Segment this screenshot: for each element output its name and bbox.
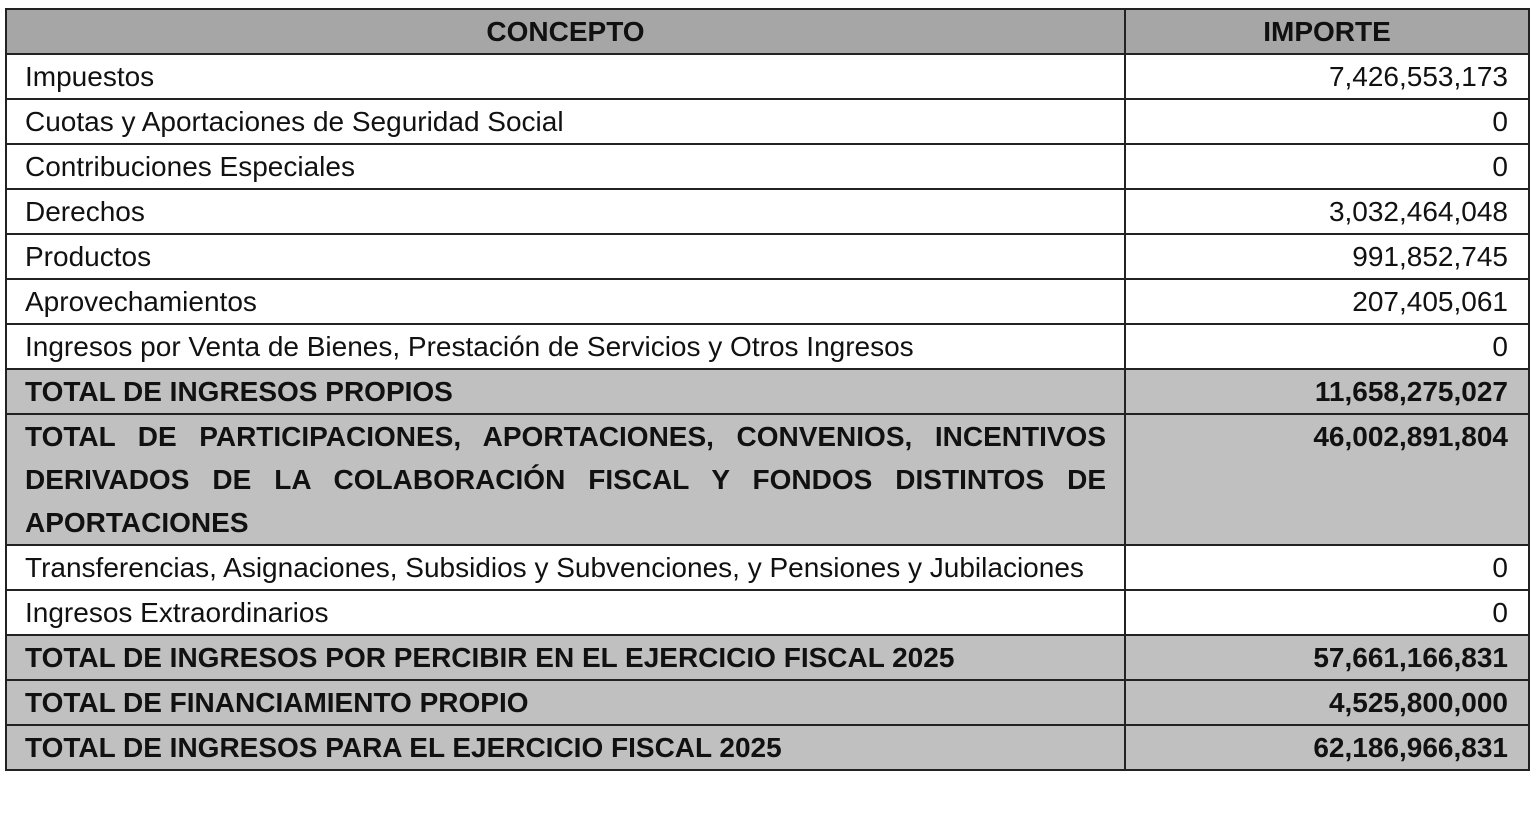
total-row <box>6 635 1529 680</box>
concepto-cell: Derechos <box>6 189 1125 234</box>
concepto-cell: TOTAL DE INGRESOS POR PERCIBIR EN EL EJERCICIO FISCAL 2025 <box>6 635 1125 680</box>
concepto-cell: Transferencias, Asignaciones, Subsidios y Subvenciones, y Pensiones y Jubilaciones <box>6 545 1125 590</box>
table-row <box>6 189 1529 234</box>
header-row <box>6 9 1529 54</box>
concepto-cell: TOTAL DE FINANCIAMIENTO PROPIO <box>6 680 1125 725</box>
table-row <box>6 279 1529 324</box>
concepto-cell: Contribuciones Especiales <box>6 144 1125 189</box>
total-row <box>6 680 1529 725</box>
concepto-cell: Impuestos <box>6 54 1125 99</box>
importe-cell: 0 <box>1125 545 1529 590</box>
concepto-cell: Aprovechamientos <box>6 279 1125 324</box>
concepto-cell: Cuotas y Aportaciones de Seguridad Social <box>6 99 1125 144</box>
importe-cell: 991,852,745 <box>1125 234 1529 279</box>
importe-cell: 0 <box>1125 590 1529 635</box>
table-row <box>6 324 1529 369</box>
total-row <box>6 414 1529 545</box>
concepto-cell: TOTAL DE INGRESOS PROPIOS <box>6 369 1125 414</box>
importe-cell: 0 <box>1125 99 1529 144</box>
importe-cell: 207,405,061 <box>1125 279 1529 324</box>
importe-cell: 0 <box>1125 324 1529 369</box>
table-row <box>6 54 1529 99</box>
table-row <box>6 99 1529 144</box>
total-row <box>6 369 1529 414</box>
importe-cell: 46,002,891,804 <box>1125 414 1529 545</box>
concepto-cell: TOTAL DE INGRESOS PARA EL EJERCICIO FISCAL 2025 <box>6 725 1125 770</box>
ingresos-table <box>5 8 1530 771</box>
header-importe: IMPORTE <box>1125 9 1529 54</box>
table-row <box>6 234 1529 279</box>
importe-cell: 3,032,464,048 <box>1125 189 1529 234</box>
importe-cell: 62,186,966,831 <box>1125 725 1529 770</box>
importe-cell: 57,661,166,831 <box>1125 635 1529 680</box>
table-row <box>6 590 1529 635</box>
importe-cell: 0 <box>1125 144 1529 189</box>
concepto-cell: Ingresos por Venta de Bienes, Prestación de Servicios y Otros Ingresos <box>6 324 1125 369</box>
concepto-cell: Ingresos Extraordinarios <box>6 590 1125 635</box>
total-row <box>6 725 1529 770</box>
header-concepto: CONCEPTO <box>6 9 1125 54</box>
table-row <box>6 545 1529 590</box>
importe-cell: 4,525,800,000 <box>1125 680 1529 725</box>
concepto-cell: TOTAL DE PARTICIPACIONES, APORTACIONES, CONVENIOS, INCENTIVOS DERIVADOS DE LA COLABORACIÓN FISCAL Y FONDOS DISTINTOS DE APORTACIONES <box>6 414 1125 545</box>
importe-cell: 7,426,553,173 <box>1125 54 1529 99</box>
concepto-cell: Productos <box>6 234 1125 279</box>
table-row <box>6 144 1529 189</box>
importe-cell: 11,658,275,027 <box>1125 369 1529 414</box>
